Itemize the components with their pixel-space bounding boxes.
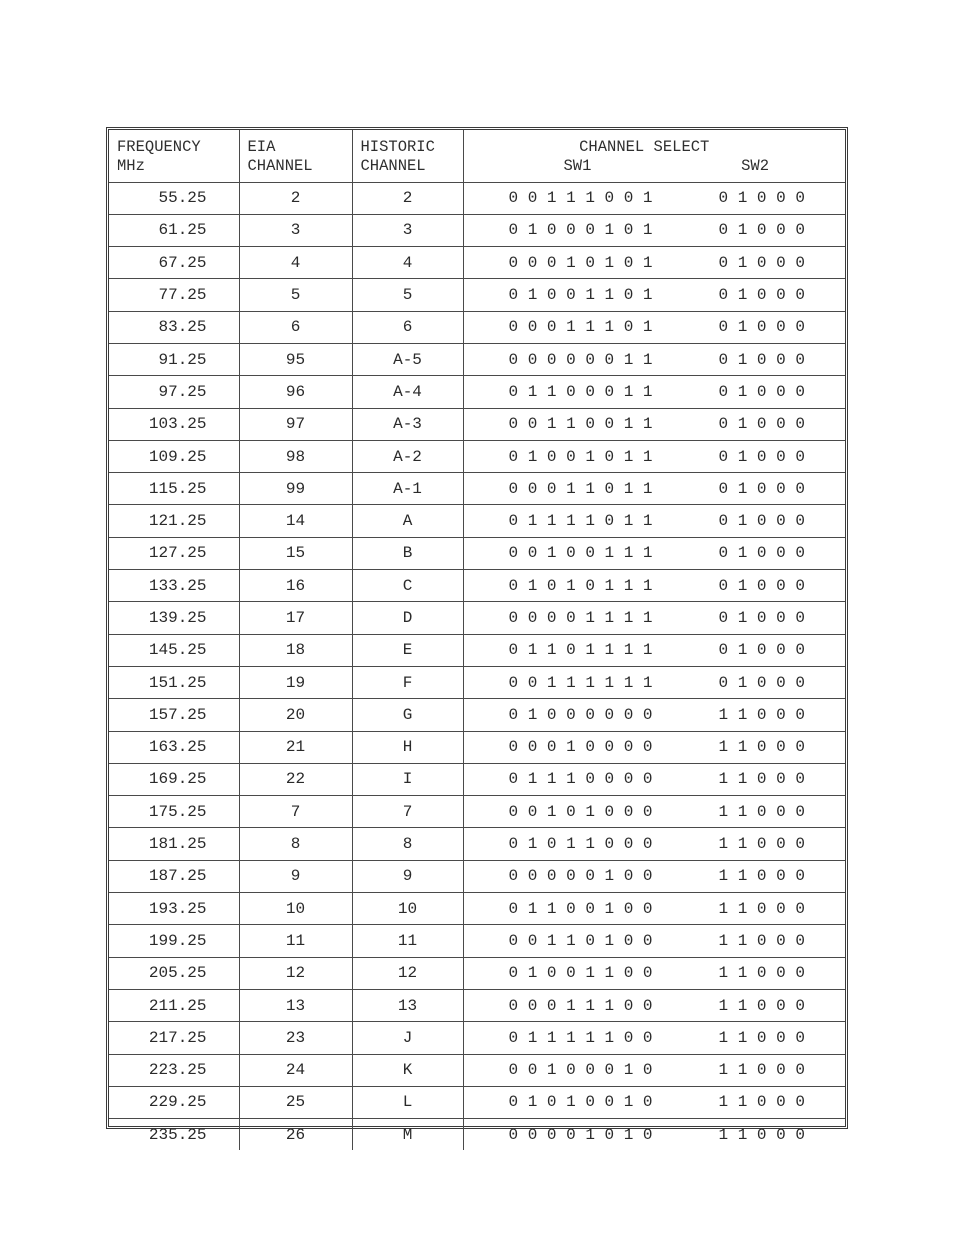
frequency-cell: 175.25: [109, 796, 239, 828]
sw2-value: 1 1 0 0 0: [718, 705, 805, 724]
switch-values: [464, 481, 846, 497]
eia-channel-cell: 13: [239, 989, 352, 1021]
sw1-value: 0 0 1 0 0 1 1 1: [508, 544, 653, 563]
sw2-value: 1 1 0 0 0: [718, 835, 805, 854]
frequency-cell: 61.25: [109, 214, 239, 246]
sw1-value: 0 0 1 1 0 1 0 0: [508, 931, 653, 950]
sw1-value: 0 0 0 1 1 1 0 1: [508, 318, 653, 337]
sw1-value: 0 1 0 1 0 0 1 0: [508, 1093, 653, 1112]
sw1-value: 0 1 0 0 1 0 1 1: [508, 447, 653, 466]
channel-select-cell: [463, 408, 845, 440]
frequency-cell: 127.25: [109, 537, 239, 569]
channel-select-cell: [463, 1054, 845, 1086]
table-row: [109, 893, 845, 925]
historic-channel-cell: J: [352, 1022, 463, 1054]
sw2-value: 0 1 0 0 0: [718, 576, 805, 595]
eia-channel-cell: 95: [239, 343, 352, 375]
frequency-cell: 67.25: [109, 247, 239, 279]
table-row: [109, 925, 845, 957]
sw1-value: 0 0 0 0 0 1 0 0: [508, 867, 653, 886]
frequency-header: [109, 130, 239, 182]
eia-channel-cell: 2: [239, 182, 352, 214]
historic-channel-cell: 8: [352, 828, 463, 860]
switch-values: [464, 836, 846, 852]
historic-channel-cell: 5: [352, 279, 463, 311]
frequency-cell: 55.25: [109, 182, 239, 214]
eia-channel-cell: 16: [239, 570, 352, 602]
sw1-value: 0 1 0 0 1 1 0 0: [508, 964, 653, 983]
sw1-value: 0 1 1 0 0 1 0 0: [508, 899, 653, 918]
frequency-header-unit: MHz: [117, 157, 145, 175]
sw2-value: 0 1 0 0 0: [718, 286, 805, 305]
eia-channel-cell: 21: [239, 731, 352, 763]
channel-select-cell: [463, 925, 845, 957]
eia-channel-cell: 5: [239, 279, 352, 311]
sw2-value: 1 1 0 0 0: [718, 770, 805, 789]
sw2-value: 1 1 0 0 0: [718, 1061, 805, 1080]
channel-select-cell: [463, 505, 845, 537]
channel-select-cell: [463, 1086, 845, 1118]
frequency-cell: 83.25: [109, 311, 239, 343]
frequency-cell: 151.25: [109, 666, 239, 698]
channel-select-cell: [463, 893, 845, 925]
eia-channel-cell: 22: [239, 763, 352, 795]
eia-channel-cell: 11: [239, 925, 352, 957]
channel-select-cell: [463, 182, 845, 214]
eia-channel-header: [239, 130, 352, 182]
sw2-value: 0 1 0 0 0: [718, 479, 805, 498]
switch-values: [464, 352, 846, 368]
table-row: [109, 1054, 845, 1086]
table-row: [109, 957, 845, 989]
historic-header-line2: CHANNEL: [360, 157, 426, 175]
channel-select-cell: [463, 570, 845, 602]
eia-channel-cell: 14: [239, 505, 352, 537]
table-row: [109, 247, 845, 279]
frequency-cell: 109.25: [109, 440, 239, 472]
historic-channel-cell: A-4: [352, 376, 463, 408]
eia-channel-cell: 17: [239, 602, 352, 634]
table-row: [109, 666, 845, 698]
eia-channel-cell: 23: [239, 1022, 352, 1054]
sw1-value: 0 0 0 0 0 0 1 1: [508, 350, 653, 369]
frequency-cell: 235.25: [109, 1119, 239, 1151]
sw1-value: 0 1 1 1 0 0 0 0: [508, 770, 653, 789]
historic-header-line1: HISTORIC: [360, 138, 435, 156]
frequency-cell: 77.25: [109, 279, 239, 311]
channel-select-cell: [463, 957, 845, 989]
historic-channel-cell: A-2: [352, 440, 463, 472]
sw1-value: 0 0 1 1 1 0 0 1: [508, 189, 653, 208]
channel-select-cell: [463, 311, 845, 343]
frequency-cell: 97.25: [109, 376, 239, 408]
historic-channel-cell: A: [352, 505, 463, 537]
switch-values: [464, 190, 846, 206]
channel-select-cell: [463, 473, 845, 505]
channel-frequency-table: [109, 130, 845, 1150]
sw2-value: 1 1 0 0 0: [718, 996, 805, 1015]
channel-select-cell: [463, 796, 845, 828]
table-body: [109, 182, 845, 1150]
switch-values: [464, 675, 846, 691]
switch-values: [464, 933, 846, 949]
sw1-value: 0 1 1 1 1 0 1 1: [508, 512, 653, 531]
frequency-cell: 205.25: [109, 957, 239, 989]
eia-channel-cell: 24: [239, 1054, 352, 1086]
frequency-cell: 121.25: [109, 505, 239, 537]
switch-values: [464, 222, 846, 238]
switch-values: [464, 1062, 846, 1078]
frequency-header-label: FREQUENCY: [117, 138, 201, 156]
table-row: [109, 214, 845, 246]
sw2-value: 1 1 0 0 0: [718, 802, 805, 821]
eia-header-line2: CHANNEL: [247, 157, 313, 175]
table-row: [109, 1086, 845, 1118]
historic-channel-cell: L: [352, 1086, 463, 1118]
frequency-cell: 223.25: [109, 1054, 239, 1086]
channel-select-cell: [463, 247, 845, 279]
table-row: [109, 1022, 845, 1054]
sw2-value: 0 1 0 0 0: [718, 447, 805, 466]
eia-channel-cell: 25: [239, 1086, 352, 1118]
channel-select-cell: [463, 828, 845, 860]
switch-values: [464, 642, 846, 658]
channel-select-cell: [463, 343, 845, 375]
historic-channel-cell: G: [352, 699, 463, 731]
switch-values: [464, 998, 846, 1014]
sw2-value: 1 1 0 0 0: [718, 899, 805, 918]
historic-channel-cell: 6: [352, 311, 463, 343]
sw1-value: 0 1 1 1 1 1 0 0: [508, 1028, 653, 1047]
historic-channel-cell: 4: [352, 247, 463, 279]
channel-select-cell: [463, 666, 845, 698]
frequency-cell: 139.25: [109, 602, 239, 634]
eia-channel-cell: 10: [239, 893, 352, 925]
frequency-cell: 193.25: [109, 893, 239, 925]
historic-channel-cell: 7: [352, 796, 463, 828]
channel-table-frame: [106, 127, 848, 1144]
channel-select-cell: [463, 989, 845, 1021]
channel-select-cell: [463, 1119, 845, 1151]
sw2-value: 0 1 0 0 0: [718, 318, 805, 337]
historic-channel-cell: 10: [352, 893, 463, 925]
frequency-cell: 103.25: [109, 408, 239, 440]
eia-channel-cell: 98: [239, 440, 352, 472]
historic-channel-cell: B: [352, 537, 463, 569]
switch-values: [464, 1030, 846, 1046]
eia-channel-cell: 97: [239, 408, 352, 440]
sw2-value: 0 1 0 0 0: [718, 221, 805, 240]
table-row: [109, 602, 845, 634]
sw2-value: 0 1 0 0 0: [718, 544, 805, 563]
sw1-value: 0 1 0 1 0 1 1 1: [508, 576, 653, 595]
historic-channel-cell: D: [352, 602, 463, 634]
sw2-value: 1 1 0 0 0: [718, 1125, 805, 1144]
sw2-value: 0 1 0 0 0: [718, 673, 805, 692]
historic-channel-cell: 3: [352, 214, 463, 246]
channel-select-title: CHANNEL SELECT: [579, 138, 710, 156]
sw1-value: 0 0 1 0 1 0 0 0: [508, 802, 653, 821]
switch-values: [464, 965, 846, 981]
table-row: [109, 505, 845, 537]
switch-values: [464, 707, 846, 723]
sw2-value: 1 1 0 0 0: [718, 1028, 805, 1047]
eia-channel-cell: 8: [239, 828, 352, 860]
sw2-value: 1 1 0 0 0: [718, 867, 805, 886]
channel-select-cell: [463, 440, 845, 472]
table-row: [109, 473, 845, 505]
eia-channel-cell: 12: [239, 957, 352, 989]
switch-values: [464, 255, 846, 271]
table-row: [109, 279, 845, 311]
historic-channel-cell: A-5: [352, 343, 463, 375]
switch-values: [464, 513, 846, 529]
table-row: [109, 570, 845, 602]
eia-channel-cell: 96: [239, 376, 352, 408]
channel-select-cell: [463, 731, 845, 763]
eia-channel-cell: 7: [239, 796, 352, 828]
frequency-cell: 133.25: [109, 570, 239, 602]
table-row: [109, 311, 845, 343]
sw1-header: SW1: [563, 157, 592, 175]
sw1-value: 0 0 0 0 1 0 1 0: [508, 1125, 653, 1144]
switch-values: [464, 449, 846, 465]
historic-channel-cell: E: [352, 634, 463, 666]
sw2-value: 0 1 0 0 0: [718, 350, 805, 369]
frequency-cell: 157.25: [109, 699, 239, 731]
sw1-value: 0 1 1 0 1 1 1 1: [508, 641, 653, 660]
switch-values: [464, 868, 846, 884]
switch-values: [464, 901, 846, 917]
switch-values: [464, 804, 846, 820]
channel-select-header: [463, 130, 845, 182]
historic-channel-cell: I: [352, 763, 463, 795]
channel-select-cell: [463, 1022, 845, 1054]
historic-channel-cell: K: [352, 1054, 463, 1086]
frequency-cell: 163.25: [109, 731, 239, 763]
table-row: [109, 182, 845, 214]
sw1-value: 0 0 0 0 1 1 1 1: [508, 609, 653, 627]
channel-select-cell: [463, 376, 845, 408]
sw1-value: 0 0 0 1 1 0 1 1: [508, 479, 653, 498]
switch-values: [464, 739, 846, 755]
frequency-cell: 199.25: [109, 925, 239, 957]
historic-channel-cell: 13: [352, 989, 463, 1021]
historic-channel-cell: H: [352, 731, 463, 763]
sw2-header: SW2: [741, 157, 769, 175]
switch-values: [464, 287, 846, 303]
sw1-value: 0 1 0 0 1 1 0 1: [508, 286, 653, 305]
sw1-value: 0 1 0 0 0 1 0 1: [508, 221, 653, 240]
historic-channel-cell: A-1: [352, 473, 463, 505]
switch-values: [464, 1127, 846, 1143]
sw1-value: 0 1 0 0 0 0 0 0: [508, 705, 653, 724]
table-row: [109, 376, 845, 408]
sw1-value: 0 1 0 1 1 0 0 0: [508, 835, 653, 854]
frequency-cell: 187.25: [109, 860, 239, 892]
frequency-cell: 229.25: [109, 1086, 239, 1118]
historic-channel-cell: C: [352, 570, 463, 602]
historic-channel-cell: M: [352, 1119, 463, 1151]
switch-values: [464, 578, 846, 594]
table-row: [109, 860, 845, 892]
switch-values: [464, 319, 846, 335]
switch-values: [464, 771, 846, 787]
sw2-value: 0 1 0 0 0: [718, 415, 805, 434]
eia-channel-cell: 4: [239, 247, 352, 279]
eia-channel-cell: 3: [239, 214, 352, 246]
table-row: [109, 634, 845, 666]
historic-channel-cell: 9: [352, 860, 463, 892]
channel-select-cell: [463, 602, 845, 634]
table-row: [109, 989, 845, 1021]
sw2-value: 1 1 0 0 0: [718, 964, 805, 983]
switch-subheaders: [464, 157, 846, 176]
channel-select-cell: [463, 214, 845, 246]
eia-channel-cell: 6: [239, 311, 352, 343]
sw2-value: 1 1 0 0 0: [718, 738, 805, 757]
sw2-value: 0 1 0 0 0: [718, 609, 805, 627]
table-row: [109, 343, 845, 375]
sw1-value: 0 1 1 0 0 0 1 1: [508, 382, 653, 401]
frequency-cell: 181.25: [109, 828, 239, 860]
frequency-cell: 115.25: [109, 473, 239, 505]
table-header-row: [109, 130, 845, 182]
table-row: [109, 699, 845, 731]
table-row: [109, 408, 845, 440]
channel-select-cell: [463, 634, 845, 666]
eia-channel-cell: 19: [239, 666, 352, 698]
switch-values: [464, 545, 846, 561]
eia-channel-cell: 20: [239, 699, 352, 731]
table-row: [109, 828, 845, 860]
table-row: [109, 763, 845, 795]
sw1-value: 0 0 0 1 0 0 0 0: [508, 738, 653, 757]
eia-channel-cell: 26: [239, 1119, 352, 1151]
historic-channel-cell: 2: [352, 182, 463, 214]
table-row: [109, 537, 845, 569]
sw1-value: 0 0 0 1 0 1 0 1: [508, 253, 653, 272]
frequency-cell: 217.25: [109, 1022, 239, 1054]
eia-channel-cell: 18: [239, 634, 352, 666]
table-row: [109, 440, 845, 472]
channel-select-cell: [463, 279, 845, 311]
switch-values: [464, 610, 846, 626]
historic-channel-cell: 11: [352, 925, 463, 957]
sw1-value: 0 0 1 1 0 0 1 1: [508, 415, 653, 434]
frequency-cell: 169.25: [109, 763, 239, 795]
eia-header-line1: EIA: [247, 138, 276, 156]
channel-select-cell: [463, 699, 845, 731]
sw2-value: 0 1 0 0 0: [718, 512, 805, 531]
eia-channel-cell: 9: [239, 860, 352, 892]
sw2-value: 0 1 0 0 0: [718, 382, 805, 401]
table-row: [109, 1119, 845, 1151]
sw2-value: 0 1 0 0 0: [718, 253, 805, 272]
channel-select-cell: [463, 763, 845, 795]
sw2-value: 0 1 0 0 0: [718, 189, 805, 208]
historic-channel-cell: A-3: [352, 408, 463, 440]
historic-channel-cell: F: [352, 666, 463, 698]
table-row: [109, 731, 845, 763]
switch-values: [464, 1094, 846, 1110]
table-row: [109, 796, 845, 828]
eia-channel-cell: 15: [239, 537, 352, 569]
sw2-value: 1 1 0 0 0: [718, 931, 805, 950]
sw2-value: 0 1 0 0 0: [718, 641, 805, 660]
switch-values: [464, 384, 846, 400]
channel-select-cell: [463, 860, 845, 892]
historic-channel-cell: 12: [352, 957, 463, 989]
eia-channel-cell: 99: [239, 473, 352, 505]
sw1-value: 0 0 1 1 1 1 1 1: [508, 673, 653, 692]
channel-select-cell: [463, 537, 845, 569]
switch-values: [464, 416, 846, 432]
sw2-value: 1 1 0 0 0: [718, 1093, 805, 1112]
sw1-value: 0 0 1 0 0 0 1 0: [508, 1061, 653, 1080]
sw1-value: 0 0 0 1 1 1 0 0: [508, 996, 653, 1015]
frequency-cell: 145.25: [109, 634, 239, 666]
frequency-cell: 91.25: [109, 343, 239, 375]
frequency-cell: 211.25: [109, 989, 239, 1021]
